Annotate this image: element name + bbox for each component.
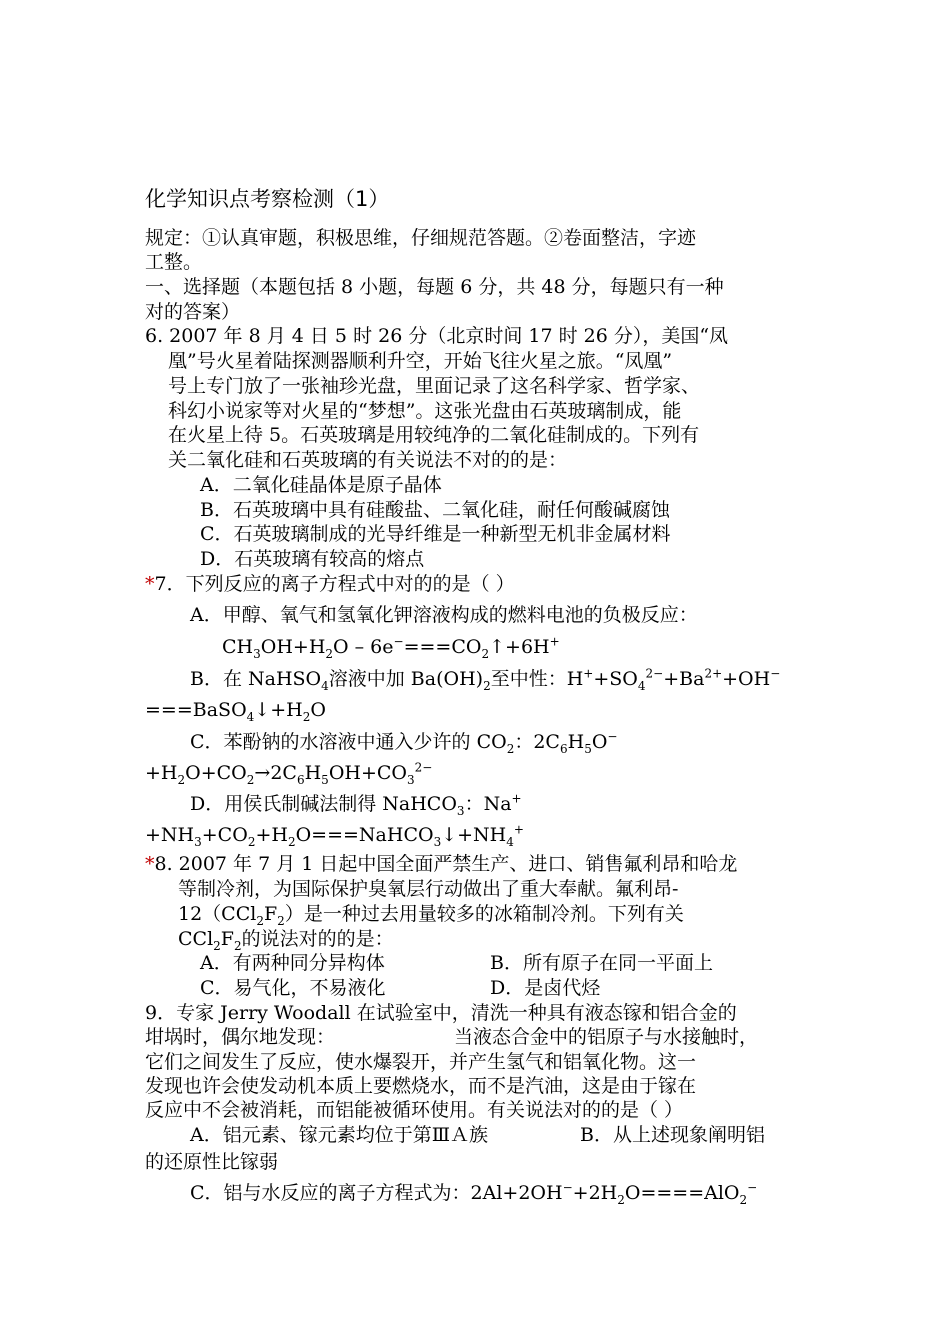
question-9-stem: 的还原性比镓弱 [145, 1151, 279, 1173]
option-a: A．铝元素、镓元素均位于第ⅢＡ族 [190, 1124, 489, 1146]
question-9-stem: 反应中不会被消耗，而铝能被循环使用。有关说法对的的是（ ） [145, 1099, 684, 1121]
question-6-stem: 在火星上待 5。石英玻璃是用较纯净的二氧化硅制成的。下列有 [168, 424, 700, 446]
section-heading: 对的答案） [145, 301, 241, 323]
equation: $+H_2O+CO_2\to 2C_6H_5OH+CO_3^{2-}$ [145, 760, 433, 787]
option-b: B．在 NaHSO$_4$溶液中加 $Ba(OH)_2$至中性：$H^++SO_4^{2-}+Ba^{2+}+OH^-$ [190, 666, 781, 693]
equation: $===BaSO_4↓+H_2O$ [145, 699, 326, 724]
question-8-stem: $12(CCl_2F_2)$是一种过去用量较多的冰箱制冷剂。下列有关 [178, 903, 684, 928]
question-6-stem: 6. 2007 年 8 月 4 日 5 时 26 分（北京时间 17 时 26 分），美国“凤 [145, 325, 729, 347]
rules-line: 工整。 [145, 251, 203, 273]
option-d: D．是卤代烃 [490, 977, 601, 999]
equation: $+NH_3+CO_2+H_2O===NaHCO_3↓+NH_4^+$ [145, 822, 524, 849]
option-a: A．有两种同分异构体 [200, 952, 385, 974]
question-6-stem: 凰”号火星着陆探测器顺利升空，开始飞往火星之旅。“凤凰” [168, 350, 673, 372]
important-star: * [145, 853, 155, 875]
page-title: 化学知识点考察检测（1） [145, 187, 390, 211]
question-8-stem: $CCl_2F_2$的说法对的的是： [178, 928, 394, 953]
question-9-stem: 它们之间发生了反应，使水爆裂开，并产生氢气和铝氧化物。这一 [145, 1051, 697, 1073]
question-9-stem: 坩埚时，偶尔地发现： [145, 1026, 336, 1048]
option-c: C．铝与水反应的离子方程式为：$2Al+2OH^-+2H_2O====AlO_2^-$ [190, 1180, 758, 1207]
option-b: B．所有原子在同一平面上 [490, 952, 713, 974]
option-c: C．苯酚钠的水溶液中通入少许的 $CO_2$：$2C_6H_5O^-$ [190, 729, 618, 756]
important-star: * [145, 573, 155, 595]
section-heading: 一、选择题（本题包括 8 小题，每题 6 分，共 48 分，每题只有一种 [145, 276, 724, 298]
question-6-stem: 科幻小说家等对火星的“梦想”。这张光盘由石英玻璃制成，能 [168, 400, 682, 422]
option-c: C．石英玻璃制成的光导纤维是一种新型无机非金属材料 [200, 523, 671, 545]
question-9-stem: 发现也许会使发动机本质上要燃烧水，而不是汽油，这是由于镓在 [145, 1075, 697, 1097]
question-9-stem: 9．专家 Jerry Woodall 在试验室中，清洗一种具有液态镓和铝合金的 [145, 1002, 737, 1024]
option-d: D．用侯氏制碱法制得 NaHCO$_3$：Na+ [190, 791, 522, 818]
question-9-stem: 当液态合金中的铝原子与水接触时， [454, 1026, 759, 1048]
question-8-stem: *8. 2007 年 7 月 1 日起中国全面严禁生产、进口、销售氟利昂和哈龙 [145, 853, 738, 875]
question-6-stem: 号上专门放了一张袖珍光盘，里面记录了这名科学家、哲学家、 [168, 375, 701, 397]
question-8-stem: 等制冷剂，为国际保护臭氧层行动做出了重大奉献。氟利昂- [178, 878, 679, 900]
option-a: A．二氧化硅晶体是原子晶体 [200, 474, 442, 496]
question-6-stem: 关二氧化硅和石英玻璃的有关说法不对的的是： [168, 449, 568, 471]
option-c: C．易气化，不易液化 [200, 977, 386, 999]
option-a: A．甲醇、氧气和氢氧化钾溶液构成的燃料电池的负极反应： [190, 604, 698, 626]
rules-line: 规定：①认真审题，积极思维，仔细规范答题。②卷面整洁，字迹 [145, 227, 697, 249]
equation: $CH_3OH+H_2O$ – $6e^-===CO_2↑+6H^+$ [222, 634, 560, 661]
option-b: B．从上述现象阐明铝 [580, 1124, 765, 1146]
option-d: D．石英玻璃有较高的熔点 [200, 548, 425, 570]
question-7-stem: *7．下列反应的离子方程式中对的的是（ ） [145, 573, 515, 595]
option-b: B．石英玻璃中具有硅酸盐、二氧化硅，耐任何酸碱腐蚀 [200, 499, 670, 521]
